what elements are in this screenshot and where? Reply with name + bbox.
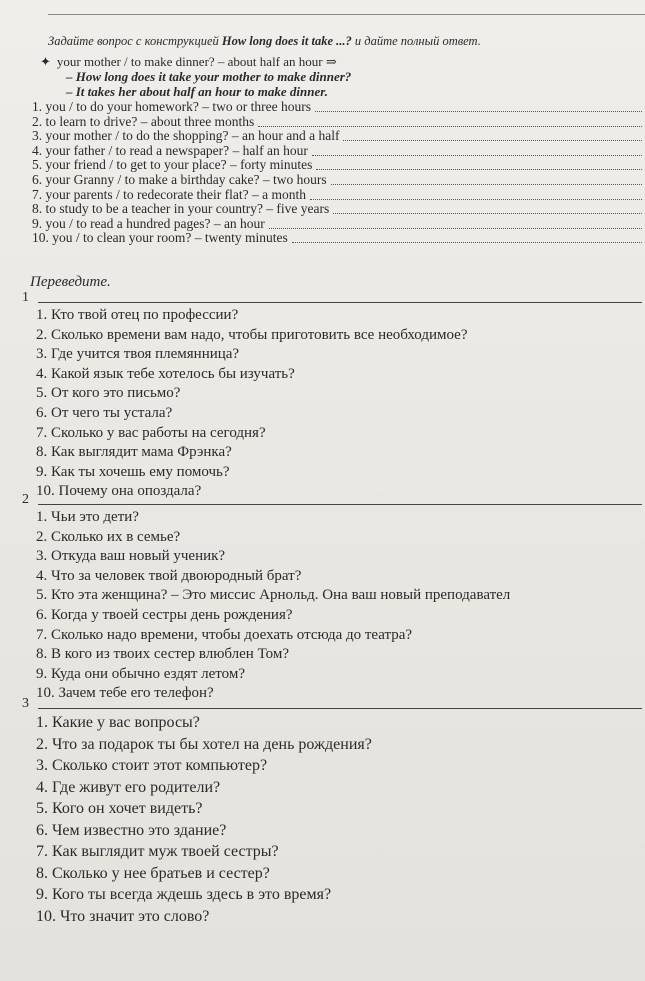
exercise-text: 8. to study to be a teacher in your country? – five years (32, 201, 330, 217)
exercise-item (32, 202, 642, 217)
part-header (22, 696, 642, 712)
answer-dotted-line[interactable] (269, 217, 642, 229)
task-title-construction: How long does it take ...? (221, 34, 352, 48)
part-rule (38, 708, 642, 709)
exercise-item (32, 100, 642, 115)
star-bullet-icon: ✦ (40, 54, 51, 69)
translation-item: 1. Какие у вас вопросы? (36, 714, 200, 731)
translation-item: 4. Какой язык тебе хотелось бы изучать? (36, 365, 295, 382)
exercise-item (32, 173, 642, 188)
example-block (40, 54, 640, 99)
translation-item: 8. Сколько у нее братьев и сестер? (36, 864, 270, 882)
task-title-text: Задайте вопрос с конструкцией (48, 34, 222, 48)
exercise-text: 3. your mother / to do the shopping? – an hour and a half (32, 128, 340, 144)
exercise-text: 1. you / to do your homework? – two or three hours (32, 99, 311, 114)
answer-dotted-line[interactable] (333, 202, 642, 214)
part-1 (22, 290, 642, 502)
task-title (48, 34, 643, 49)
answer-dotted-line[interactable] (312, 144, 642, 156)
exercise-item (32, 231, 642, 246)
exercise-item (32, 188, 642, 203)
translation-item: 6. Чем известно это здание? (36, 821, 227, 839)
exercise-text: 5. your friend / to get to your place? – forty minutes (32, 157, 313, 173)
translation-item: 10. Почему она опоздала? (36, 483, 202, 500)
translation-item: 4. Что за человек твой двоюродный брат? (36, 567, 302, 584)
translation-item: 3. Откуда ваш новый ученик? (36, 548, 226, 565)
exercise-text: 6. your Granny / to make a birthday cake? – two hours (32, 171, 327, 187)
translation-item: 10. Что значит это слово? (36, 907, 210, 925)
part-number: 3 (22, 696, 29, 711)
exercise-text: 4. your father / to read a newspaper? – half an hour (32, 142, 308, 158)
translation-item: 4. Где живут его родители? (36, 778, 221, 796)
translation-item: 2. Что за подарок ты бы хотел на день рождения? (36, 735, 372, 753)
translation-item: 8. Как выглядит мама Фрэнка? (36, 444, 232, 461)
answer-dotted-line[interactable] (292, 231, 642, 243)
example-question: – How long does it take your mother to make dinner? (66, 69, 352, 84)
translation-item: 6. От чего ты устала? (36, 404, 173, 421)
translation-list (22, 712, 642, 927)
top-rule (48, 14, 645, 15)
answer-dotted-line[interactable] (343, 129, 642, 141)
translation-item: 7. Как выглядит муж твоей сестры? (36, 843, 279, 860)
answer-dotted-line[interactable] (258, 115, 642, 127)
translation-item: 8. В кого из твоих сестер влюблен Том? (36, 646, 289, 663)
exercise-text: 9. you / to read a hundred pages? – an hour (32, 215, 265, 231)
exercise-item (32, 158, 642, 173)
example-answer: – It takes her about half an hour to make dinner. (66, 84, 328, 99)
exercise-item (32, 129, 642, 144)
exercise-text: 2. to learn to drive? – about three months (32, 113, 255, 129)
translation-item: 7. Сколько надо времени, чтобы доехать отсюда до театра? (36, 626, 413, 643)
exercise-text: 10. you / to clean your room? – twenty minutes (32, 230, 288, 246)
example-prompt-line (40, 54, 640, 69)
example-prompt: your mother / to make dinner? – about half an hour ⇒ (56, 54, 337, 69)
part-header (22, 290, 642, 306)
part-number: 1 (22, 290, 29, 305)
translation-item: 3. Сколько стоит этот компьютер? (36, 757, 268, 774)
answer-dotted-line[interactable] (310, 188, 642, 200)
answer-dotted-line[interactable] (331, 173, 642, 185)
translation-item: 1. Кто твой отец по профессии? (36, 307, 239, 323)
task-title-tail: и дайте полный ответ. (351, 34, 481, 48)
answer-dotted-line[interactable] (316, 158, 642, 170)
exercise-list (32, 100, 642, 246)
translation-item: 2. Сколько времени вам надо, чтобы приготовить все необходимое? (36, 326, 468, 343)
translation-item: 6. Когда у твоей сестры день рождения? (36, 606, 293, 623)
exercise-item (32, 217, 642, 232)
translation-item: 2. Сколько их в семье? (36, 528, 181, 545)
exercise-item (32, 144, 642, 159)
translate-title: Переведите. (30, 274, 111, 290)
part-header (22, 492, 642, 508)
translation-item: 1. Чьи это дети? (36, 509, 139, 525)
answer-dotted-line[interactable] (315, 100, 642, 112)
translation-item: 10. Зачем тебе его телефон? (36, 685, 214, 702)
part-3 (22, 696, 642, 927)
translation-item: 9. Как ты хочешь ему помочь? (36, 463, 230, 480)
part-rule (38, 504, 642, 505)
translation-item: 5. Кого он хочет видеть? (36, 800, 203, 817)
translation-item: 7. Сколько у вас работы на сегодня? (36, 424, 266, 441)
translation-list (22, 508, 642, 704)
translation-item: 9. Кого ты всегда ждешь здесь в это время? (36, 886, 332, 903)
exercise-text: 7. your parents / to redecorate their flat? – a month (32, 186, 307, 202)
translation-list (22, 306, 642, 502)
translation-item: 9. Куда они обычно ездят летом? (36, 665, 246, 682)
part-2 (22, 492, 642, 704)
translation-item: 3. Где учится твоя племянница? (36, 346, 240, 363)
translation-item: 5. Кто эта женщина? – Это миссис Арнольд. Она ваш новый преподавател (36, 587, 511, 604)
translation-item: 5. От кого это письмо? (36, 385, 181, 402)
part-number: 2 (22, 492, 29, 507)
part-rule (38, 302, 642, 303)
exercise-item (32, 115, 642, 130)
